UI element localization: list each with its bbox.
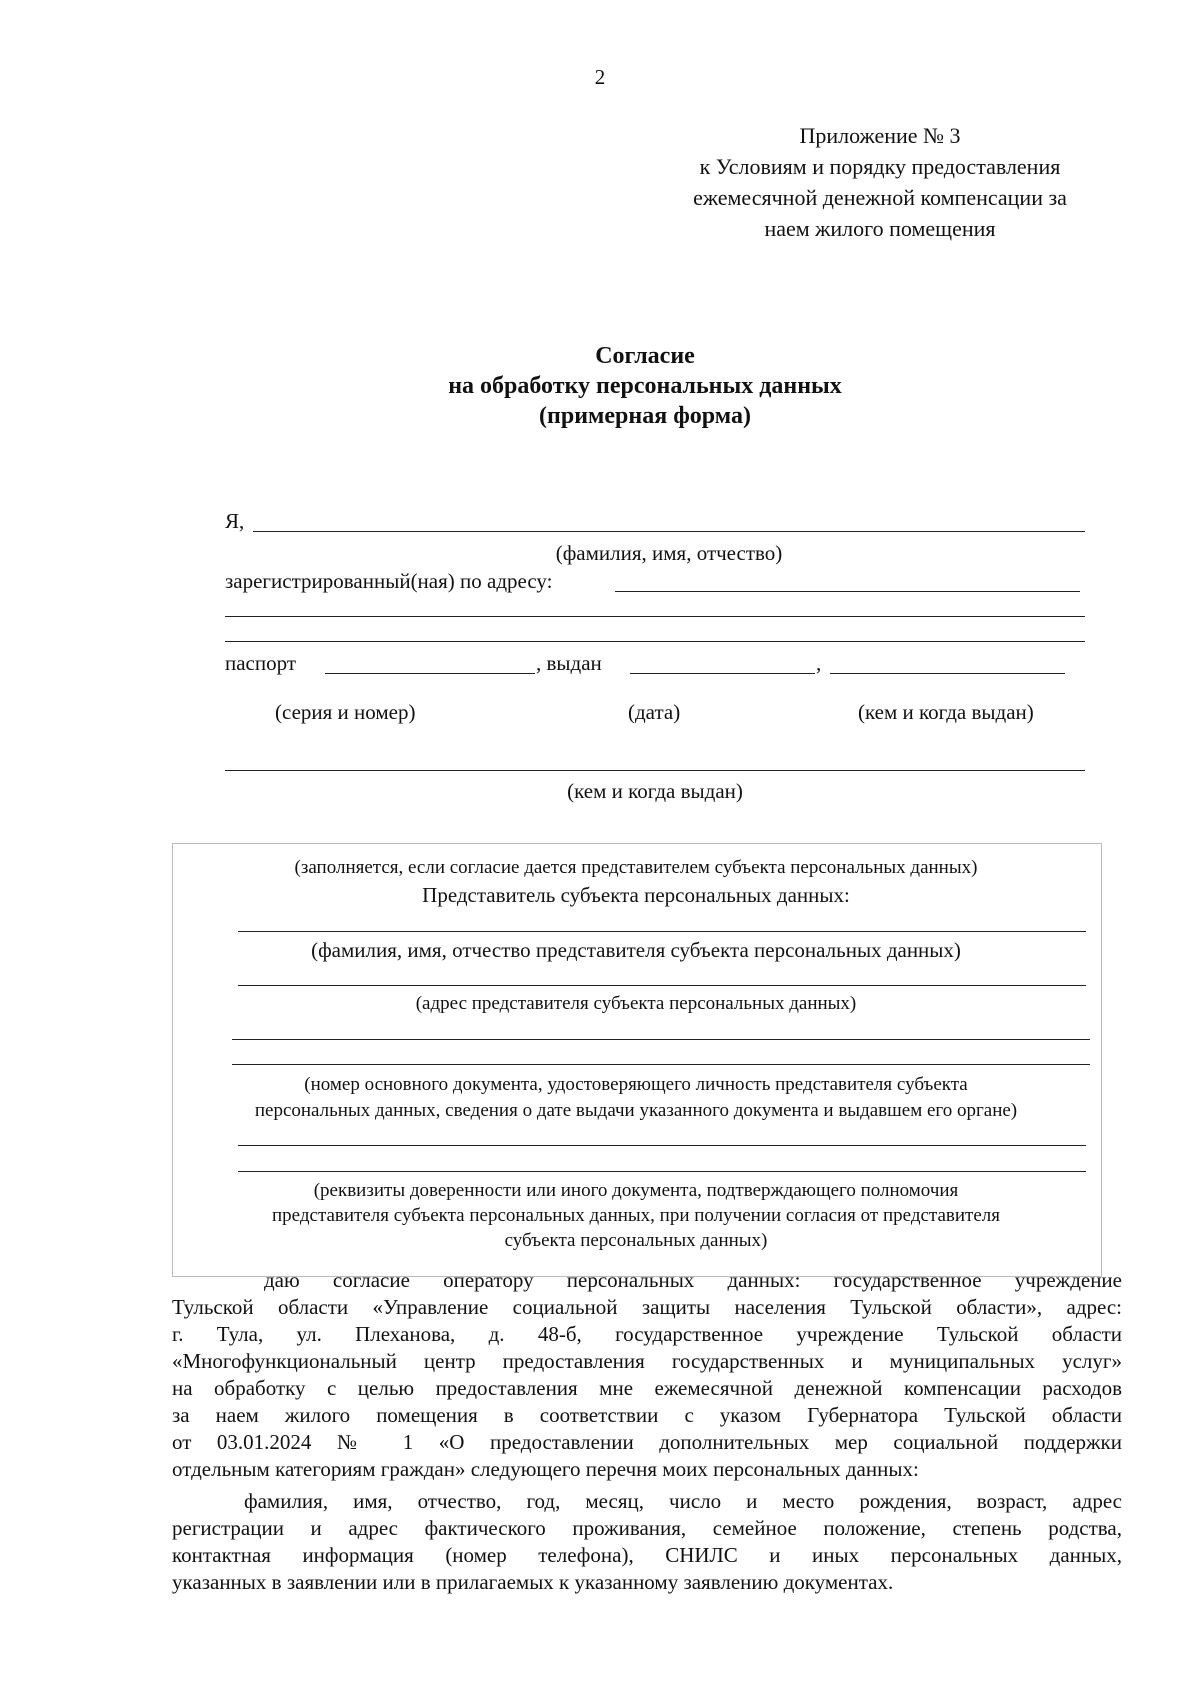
body-p1-line-1: даю согласие оператору персональных данных: государственное учреждение <box>264 1268 1122 1292</box>
address-field-1[interactable] <box>615 591 1080 592</box>
fio-field[interactable] <box>253 531 1085 532</box>
passport-number-field[interactable] <box>325 673 535 674</box>
body-p1-line-8: отдельным категориям граждан» следующего перечня моих персональных данных: <box>172 1457 919 1481</box>
i-label: Я, <box>225 509 245 533</box>
appendix-line-3: ежемесячной денежной компенсации за <box>693 185 1067 210</box>
issuer-hint: (кем и когда выдан) <box>858 700 1034 724</box>
date-hint: (дата) <box>628 700 681 724</box>
rep-fio-field[interactable] <box>238 931 1086 932</box>
rep-doc-hint-2: персональных данных, сведения о дате выдачи указанного документа и выдавшем его органе) <box>254 1100 1018 1121</box>
rep-fio-hint: (фамилия, имя, отчество представителя субъекта персональных данных) <box>311 938 961 962</box>
body-p2-line-4: указанных в заявлении или в прилагаемых к указанному заявлению документах. <box>172 1570 894 1594</box>
title-line-3: (примерная форма) <box>539 403 751 429</box>
address-field-2[interactable] <box>225 616 1085 617</box>
issuer-field-2[interactable] <box>225 770 1085 771</box>
address-field-3[interactable] <box>225 641 1085 642</box>
issuer-hint-2: (кем и когда выдан) <box>567 779 743 803</box>
rep-doc-field-1[interactable] <box>232 1039 1090 1040</box>
appendix-line-2: к Условиям и порядку предоставления <box>699 154 1061 179</box>
body-p1-line-7: от 03.01.2024 № 1 «О предоставлении дополнительных мер социальной поддержки <box>172 1430 1122 1454</box>
passport-label: паспорт <box>225 651 297 675</box>
body-p2-line-3: контактная информация (номер телефона), СНИЛС и иных персональных данных, <box>172 1543 1122 1567</box>
rep-proxy-field-1[interactable] <box>238 1145 1086 1146</box>
page-number: 2 <box>594 65 606 89</box>
rep-doc-field-2[interactable] <box>232 1064 1090 1065</box>
title-line-1: Согласие <box>595 343 695 369</box>
document-title <box>0 341 1200 431</box>
issued-label: , выдан <box>536 651 602 675</box>
body-p1-line-4: «Многофункциональный центр предоставления государственных и муниципальных услуг» <box>172 1349 1122 1373</box>
comma: , <box>816 651 822 675</box>
title-line-2: на обработку персональных данных <box>448 373 842 399</box>
appendix-line-4: наем жилого помещения <box>764 216 996 241</box>
rep-proxy-hint-3: субъекта персональных данных) <box>504 1230 768 1251</box>
rep-address-field[interactable] <box>238 985 1086 986</box>
rep-doc-hint-1: (номер основного документа, удостоверяющего личность представителя субъекта <box>304 1074 968 1095</box>
body-p1-line-6: за наем жилого помещения в соответствии с указом Губернатора Тульской области <box>172 1403 1122 1427</box>
rep-proxy-hint-1: (реквизиты доверенности или иного документа, подтверждающего полномочия <box>313 1180 959 1201</box>
representative-note: (заполняется, если согласие дается представителем субъекта персональных данных) <box>294 857 978 878</box>
appendix-block <box>640 120 1120 244</box>
address-label: зарегистрированный(ная) по адресу: <box>225 569 553 593</box>
body-p1-line-5: на обработку с целью предоставления мне ежемесячной денежной компенсации расходов <box>172 1376 1122 1400</box>
body-p2-line-1: фамилия, имя, отчество, год, месяц, число и место рождения, возраст, адрес <box>244 1489 1122 1513</box>
body-p1-line-3: г. Тула, ул. Плеханова, д. 48-б, государственное учреждение Тульской области <box>172 1322 1122 1346</box>
fio-hint: (фамилия, имя, отчество) <box>555 541 783 565</box>
series-hint: (серия и номер) <box>275 700 416 724</box>
representative-heading: Представитель субъекта персональных данных: <box>422 883 850 907</box>
rep-address-hint: (адрес представителя субъекта персональных данных) <box>415 993 857 1014</box>
rep-proxy-field-2[interactable] <box>238 1171 1086 1172</box>
appendix-line-1: Приложение № 3 <box>799 123 961 148</box>
rep-proxy-hint-2: представителя субъекта персональных данных, при получении согласия от представителя <box>272 1205 1000 1226</box>
issue-date-field[interactable] <box>630 673 815 674</box>
body-p1-line-2: Тульской области «Управление социальной защиты населения Тульской области», адрес: <box>172 1295 1122 1319</box>
body-p2-line-2: регистрации и адрес фактического проживания, семейное положение, степень родства, <box>172 1516 1122 1540</box>
issuer-field[interactable] <box>830 673 1065 674</box>
